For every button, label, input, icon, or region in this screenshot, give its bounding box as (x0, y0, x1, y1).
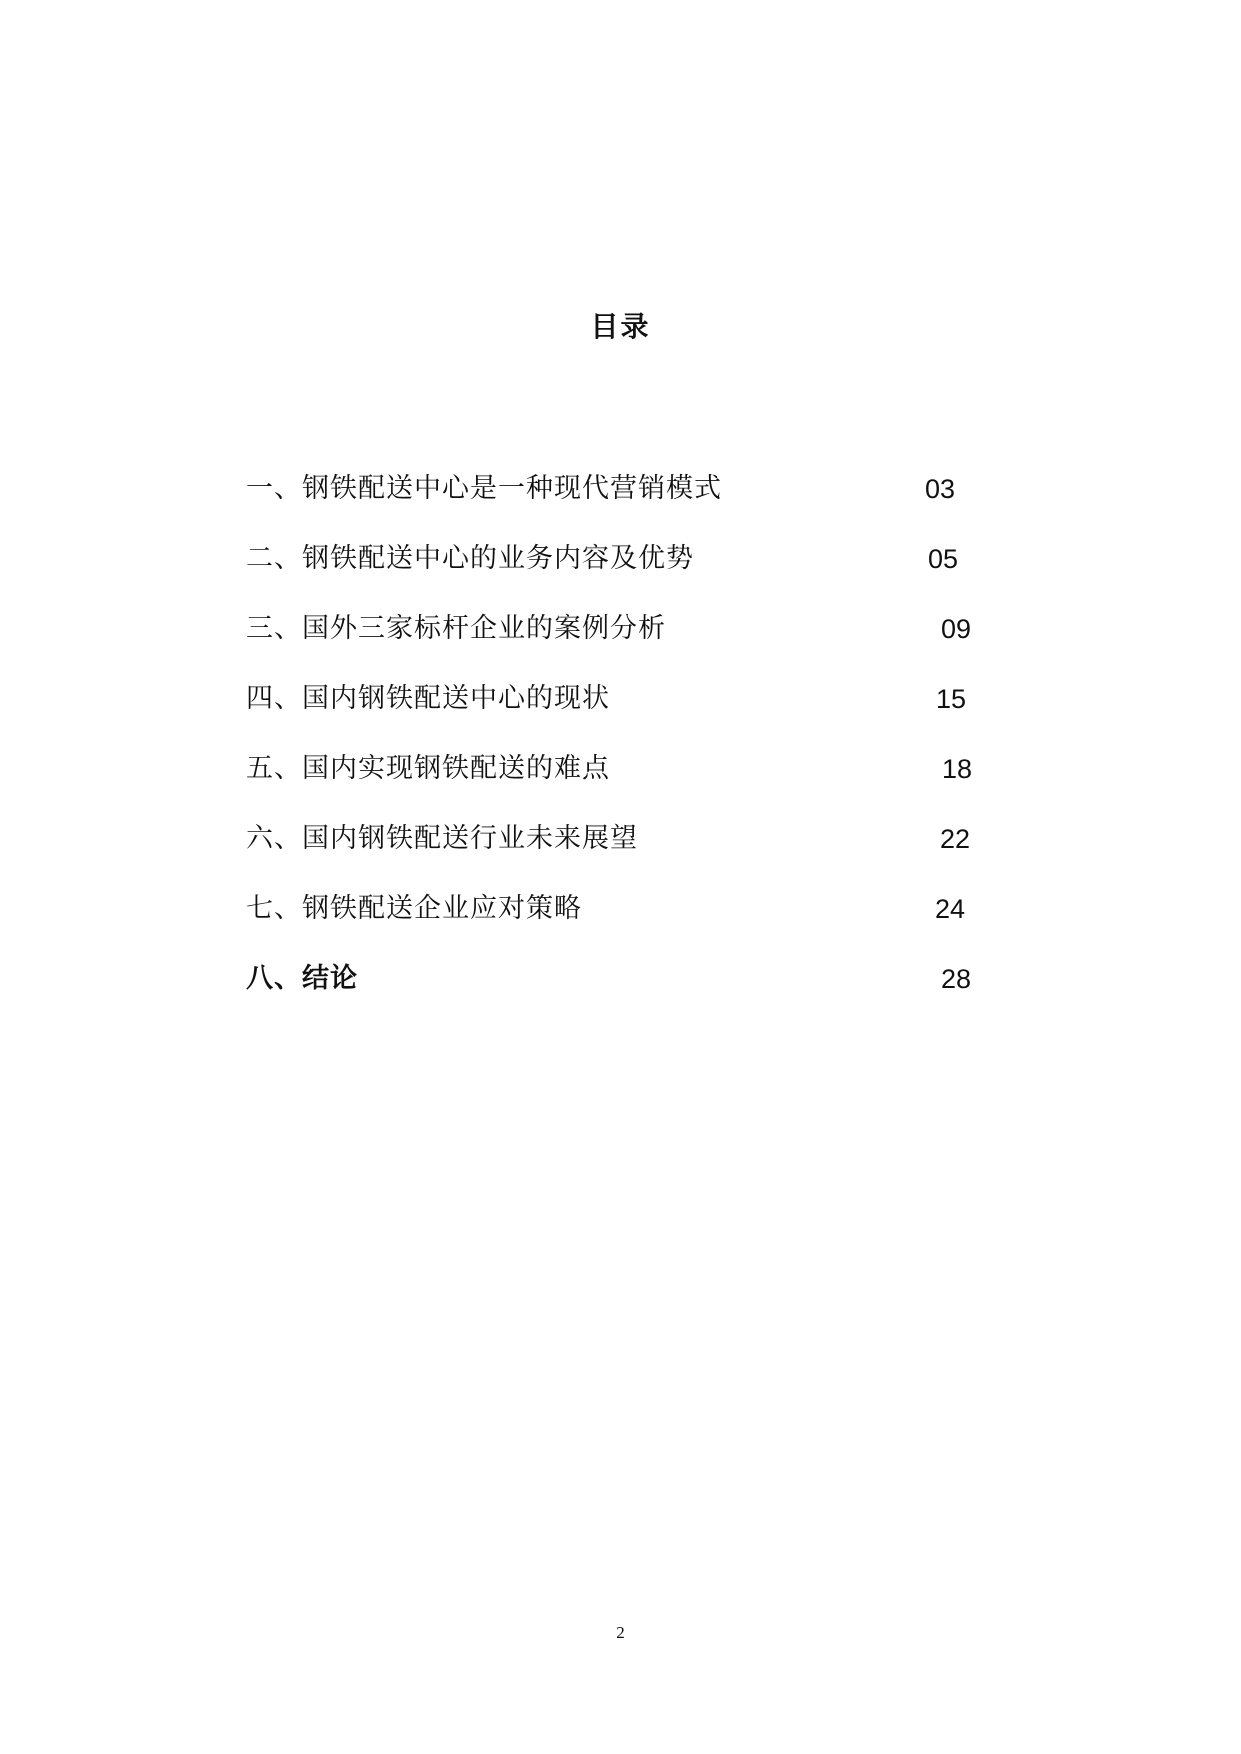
toc-entry-label: 二、钢铁配送中心的业务内容及优势 (246, 543, 694, 574)
toc-entry (246, 539, 694, 579)
toc-entry-page: 28 (941, 964, 972, 994)
footer-page-number: 2 (616, 1623, 625, 1642)
toc-entry-page: 22 (940, 824, 971, 854)
toc-entry (246, 609, 666, 649)
page-title: 目录 (590, 310, 651, 343)
toc-entry-label: 七、钢铁配送企业应对策略 (246, 893, 582, 924)
toc-entry-page: 05 (928, 544, 959, 574)
toc-entry-page: 15 (936, 684, 967, 714)
toc-entry-label: 四、国内钢铁配送中心的现状 (246, 683, 610, 714)
toc-entry-page: 03 (925, 474, 956, 504)
toc-entry-page: 09 (941, 614, 972, 644)
toc-entry-label: 八、结论 (246, 963, 358, 994)
toc-entry-label: 五、国内实现钢铁配送的难点 (246, 753, 610, 784)
toc-entry (246, 889, 582, 929)
toc-entry (246, 749, 610, 789)
toc-entry-label: 一、钢铁配送中心是一种现代营销模式 (246, 473, 722, 504)
toc-entry-page: 18 (942, 754, 973, 784)
toc-entry (246, 679, 610, 719)
toc-entry-page: 24 (935, 894, 966, 924)
toc-entry (246, 469, 722, 509)
toc-entry-label: 三、国外三家标杆企业的案例分析 (246, 613, 666, 644)
toc-entry (246, 819, 638, 859)
toc-entry-label: 六、国内钢铁配送行业未来展望 (246, 823, 638, 854)
toc-entry (246, 959, 358, 999)
